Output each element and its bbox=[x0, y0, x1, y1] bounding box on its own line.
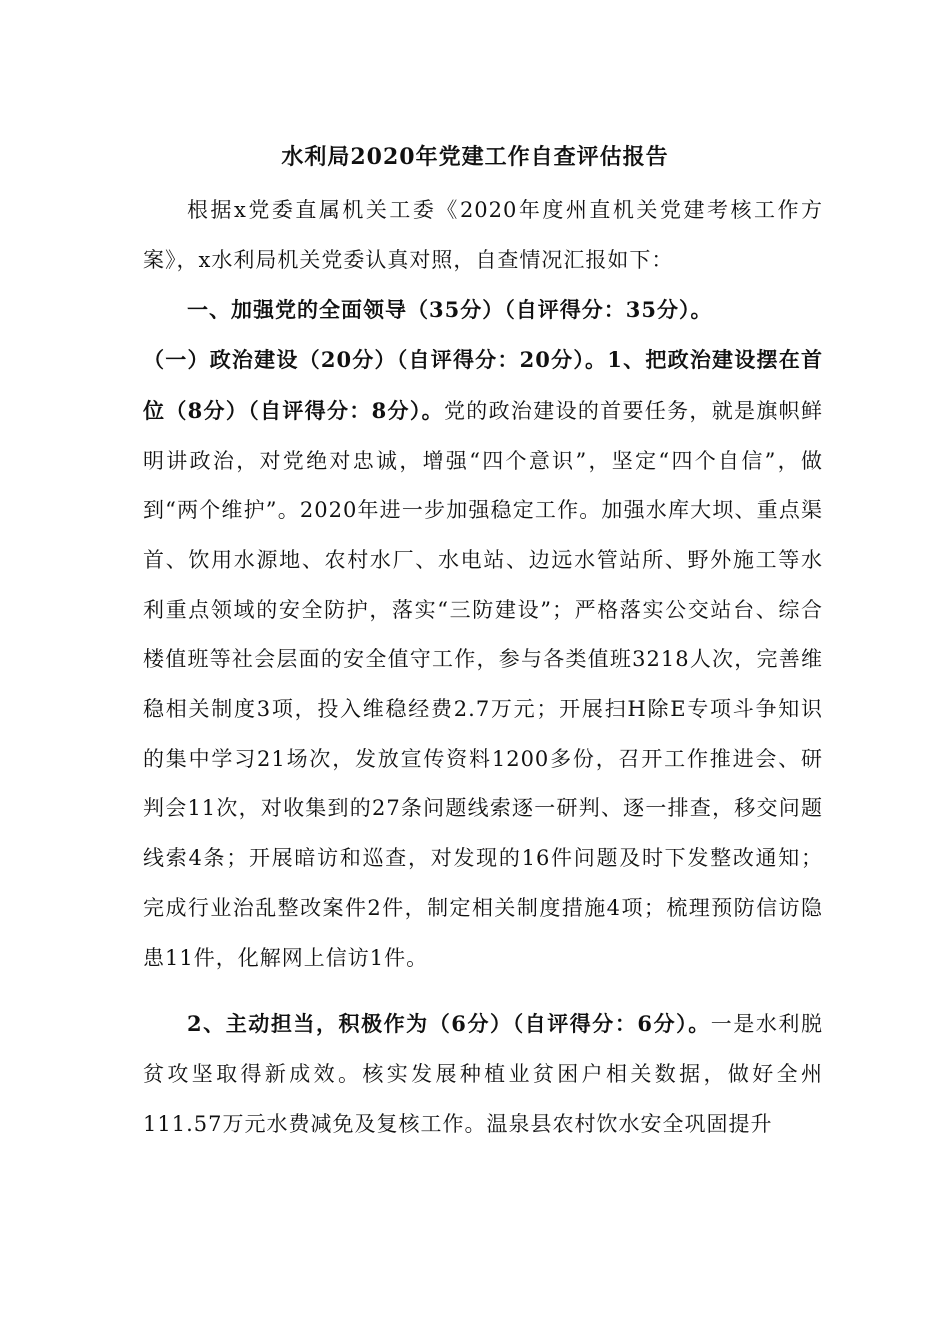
paragraph-gap bbox=[143, 983, 823, 999]
subsection-heading: （一）政治建设（20分）（自评得分：20分）。 bbox=[143, 347, 608, 373]
item2-paragraph bbox=[143, 999, 823, 1149]
item2-body: 一是水利脱贫攻坚取得新成效。核实发展种植业贫困户相关数据，做好全州111.57万元水费减免及复核工作。温泉县农村饮水安全巩固提升 bbox=[143, 1012, 823, 1136]
item-heading: 1、把政治建设摆在首位（8分）（自评得分：8分）。 bbox=[143, 347, 823, 423]
intro-paragraph: 根据x党委直属机关工委《2020年度州直机关党建考核工作方案》，x水利局机关党委认真对照，自查情况汇报如下： bbox=[143, 198, 823, 272]
document-body bbox=[143, 186, 823, 1149]
subsection-paragraph bbox=[143, 335, 823, 983]
item-body: 党的政治建设的首要任务，就是旗帜鲜明讲政治，对党绝对忠诚，增强“四个意识”，坚定“四个自信”，做到“两个维护”。2020年进一步加强稳定工作。加强水库大坝、重点渠首、饮用水源地、农村水厂、水电站、边远水管站所、野外施工等水利重点领域的安全防护，落实“三防建设”；严格落实公交站台、综合楼值班等社会层面的安全值守工作，参与各类值班3218人次，完善维稳相关制度3项，投入维稳经费2.7万元；开展扫H除E专项斗争知识的集中学习21场次，发放宣传资料1200多份，召开工作推进会、研判会11次，对收集到的27条问题线索逐一研判、逐一排查，移交问题线索4条；开展暗访和巡查，对发现的16件问题及时下发整改通知；完成行业治乱整改案件2件，制定相关制度措施4项；梳理预防信访隐患11件，化解网上信访1件。 bbox=[143, 398, 823, 970]
item2-heading: 2、主动担当，积极作为（6分）（自评得分：6分）。 bbox=[187, 1011, 711, 1037]
section-heading: 一、加强党的全面领导（35分）（自评得分：35分）。 bbox=[187, 297, 713, 323]
document-title: 水利局2020年党建工作自查评估报告 bbox=[281, 144, 669, 170]
